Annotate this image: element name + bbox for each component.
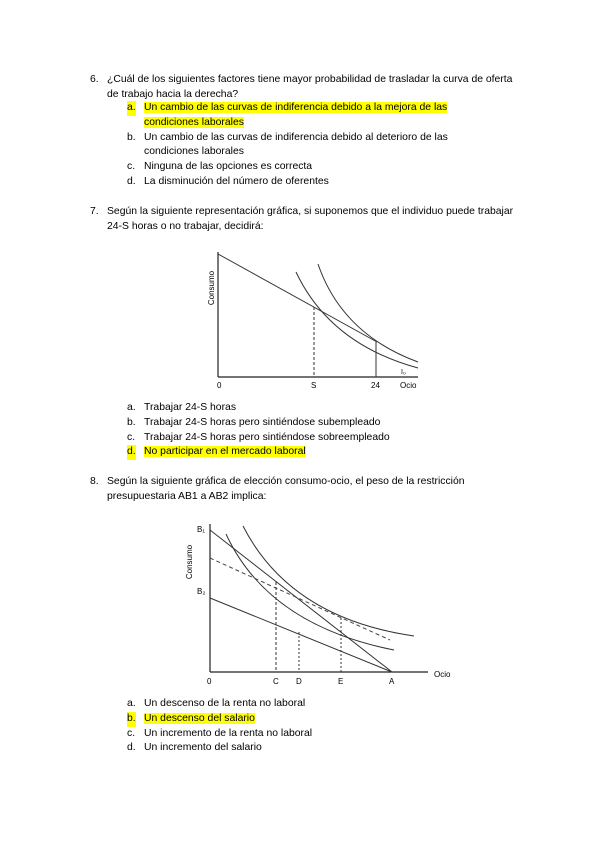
question-text: Según la siguiente representación gráfica, si suponemos que el individuo puede trabajar 24-S horas o no trabajar, decidirá: — [107, 206, 514, 232]
option-c[interactable] — [127, 431, 527, 446]
budget-line — [218, 254, 377, 342]
question-8-options — [127, 697, 527, 756]
option-text: Un cambio de las curvas de indiferencia debido al deterioro de las — [144, 131, 448, 143]
option-text: Un descenso del salario — [144, 712, 255, 724]
question-7 — [90, 204, 520, 234]
option-letter: c. — [127, 161, 136, 173]
b2-label: B₂ — [197, 587, 206, 596]
option-letter: b. — [127, 712, 136, 727]
budget-line-ab1 — [210, 530, 392, 672]
x-axis-label: Ocio — [400, 381, 417, 390]
question-text: Según la siguiente gráfica de elección consumo-ocio, el peso de la restricción presupuestaria AB1 a AB2 implica: — [107, 476, 465, 502]
option-letter: a. — [127, 402, 136, 413]
option-text: Trabajar 24-S horas pero sintiéndose subempleado — [144, 416, 381, 428]
indifference-curve-upper — [318, 264, 418, 362]
option-letter: d. — [127, 175, 136, 187]
question-6-options — [127, 101, 527, 190]
origin-label: 0 — [217, 381, 222, 390]
option-letter: c. — [127, 431, 136, 443]
indifference-curve-lower — [226, 534, 394, 650]
question-number: 8. — [90, 476, 99, 487]
option-d[interactable] — [127, 445, 527, 460]
option-letter: a. — [127, 698, 136, 709]
indifference-curve-upper — [243, 526, 414, 636]
curve-label-i0: I₀ — [401, 369, 406, 376]
question-number: 7. — [90, 206, 99, 217]
option-letter: b. — [127, 131, 136, 143]
x-axis-label: Ocio — [434, 670, 451, 679]
graph-q8 — [180, 518, 460, 688]
option-text: No participar en el mercado laboral — [144, 446, 306, 458]
option-text: Un incremento de la renta no laboral — [144, 727, 313, 739]
option-a[interactable] — [127, 697, 527, 712]
b1-label: B₁ — [197, 525, 206, 534]
y-axis-label: Consumo — [207, 270, 216, 306]
question-text: ¿Cuál de los siguientes factores tiene mayor probabilidad de trasladar la curva de oferta de trabajo hacia la derecha? — [107, 74, 513, 100]
option-a[interactable] — [127, 401, 527, 416]
option-a[interactable] — [127, 101, 527, 131]
option-d[interactable] — [127, 741, 527, 756]
origin-label: 0 — [207, 677, 212, 686]
option-b[interactable] — [127, 416, 527, 431]
tick-label-e: E — [338, 677, 344, 686]
option-b[interactable] — [127, 712, 527, 727]
option-text: Ninguna de las opciones es correcta — [144, 161, 313, 173]
tick-label-d: D — [296, 677, 302, 686]
question-number: 6. — [90, 74, 99, 85]
graph-q7 — [200, 242, 430, 394]
option-c[interactable] — [127, 727, 527, 742]
option-b[interactable] — [127, 131, 527, 161]
option-d[interactable] — [127, 175, 527, 190]
option-text: Un descenso de la renta no laboral — [144, 698, 306, 709]
question-8 — [90, 474, 520, 504]
option-text: Trabajar 24-S horas — [144, 402, 237, 413]
option-letter: c. — [127, 727, 136, 739]
compensated-budget-line — [210, 558, 390, 640]
option-letter: d. — [127, 742, 136, 754]
option-text-continued: condiciones laborales — [144, 116, 244, 128]
tick-label-24: 24 — [371, 381, 380, 390]
tick-label-s: S — [311, 381, 317, 390]
option-text: Un incremento del salario — [144, 742, 262, 754]
option-text: Trabajar 24-S horas pero sintiéndose sobreempleado — [144, 431, 390, 443]
y-axis-label: Consumo — [185, 544, 194, 580]
option-letter: a. — [127, 101, 136, 116]
option-text: La disminución del número de oferentes — [144, 175, 329, 187]
option-letter: d. — [127, 445, 136, 460]
tick-label-c: C — [273, 677, 279, 686]
tick-label-a: A — [389, 677, 395, 686]
option-text-continued: condiciones laborales — [144, 146, 244, 158]
option-c[interactable] — [127, 160, 527, 175]
question-7-options — [127, 401, 527, 460]
option-text: Un cambio de las curvas de indiferencia debido a la mejora de las — [144, 102, 448, 113]
option-letter: b. — [127, 416, 136, 428]
question-6 — [90, 72, 520, 102]
budget-line-ab2 — [210, 598, 392, 672]
